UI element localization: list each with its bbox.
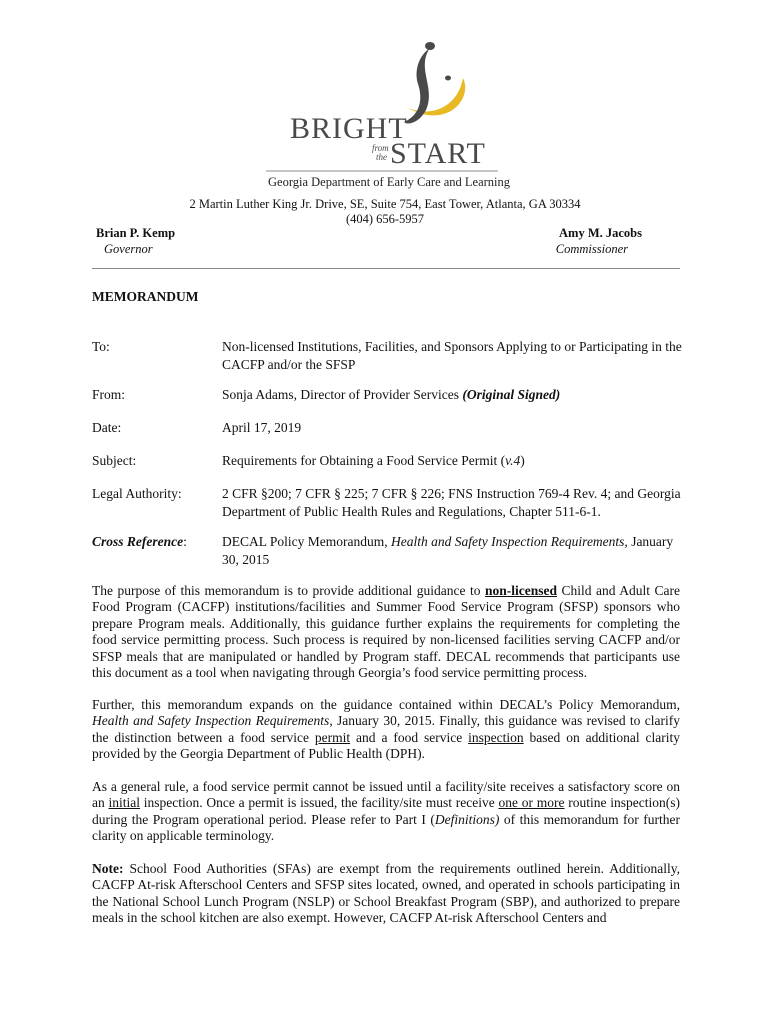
memo-heading: MEMORANDUM (92, 289, 199, 304)
subject-text: Requirements for Obtaining a Food Service Permit ( (222, 453, 506, 468)
to-label: To: (92, 339, 110, 354)
legal-label: Legal Authority: (92, 486, 182, 501)
p3-one-or-more: one or more (498, 795, 565, 811)
logo-the-text: the (376, 152, 387, 162)
p4-text: School Food Authorities (SFAs) are exempt from the requirements outlined herein. Additionally, CACFP At-risk Afterschool Centers and SFSP sites located, owned, and operated in schools participating in the National School Lunch Program (NSLP) or School Breakfast Program (SBP), and authorized to prepare meals in the school kitchen are also exempt. However, CACFP At-risk Afterschool Centers and (92, 861, 680, 926)
p1-text-a: The purpose of this memorandum is to provide additional guidance to (92, 583, 485, 598)
logo-start-text: START (390, 137, 486, 170)
p1-text-b: Child and Adult Care Food Program (CACFP) institutions/facilities and Summer Food Service Program (SFSP) sponsors who prepare Program meals. Additionally, this guidance further explains the requirements for completing the food service permitting process. Such process is required by non-licensed facilities serving CACFP and/or SFSP meals that are manipulated or handled by Program staff. DECAL recommends that participants use this document as a tool when navigating through Georgia’s food service permitting process. (92, 583, 680, 681)
from-signed: (Original Signed) (462, 387, 561, 402)
from-label: From: (92, 387, 126, 402)
date-label: Date: (92, 420, 122, 435)
p2-text-b: , January 30, 2015. Finally, this guidance was revised to clarify the distinction between a food service (92, 713, 681, 745)
paragraph-general-rule (92, 779, 680, 845)
cross-label (92, 533, 187, 551)
p2-permit: permit (314, 729, 351, 745)
p3-text-a: As a general rule, a food service permit cannot be issued until a facility/site receives a satisfactory score on an (92, 779, 680, 811)
to-value: Non-licensed Institutions, Facilities, and Sponsors Applying to or Participating in the CACFP and/or the SFSP (222, 339, 682, 372)
logo-from-text: from (372, 143, 389, 153)
cross-label-text: Cross Reference (92, 534, 184, 549)
p3-text-d: of this memorandum for further clarity on applicable terminology. (92, 811, 681, 844)
p3-initial: initial (108, 795, 140, 811)
governor-title: Governor (104, 242, 153, 256)
logo-bright-text: BRIGHT (290, 112, 408, 145)
p4-note-label: Note: (92, 861, 124, 876)
cross-text-2: January 30, 2015 (222, 534, 674, 567)
date-value: April 17, 2019 (222, 420, 302, 435)
subject-label: Subject: (92, 453, 137, 468)
p2-text-d: based on additional clarity provided by the Georgia Department of Public Health (DPH). (92, 729, 680, 762)
subject-value (222, 452, 682, 470)
p3-definitions: Definitions) (434, 811, 500, 827)
phone-line: (404) 656-5957 (345, 212, 425, 226)
cross-text-1: DECAL Policy Memorandum, (222, 534, 391, 549)
from-text: Sonja Adams, Director of Provider Services (222, 387, 463, 402)
governor-name: Brian P. Kemp (96, 226, 176, 240)
paragraph-note (92, 861, 680, 927)
header-divider (92, 268, 680, 269)
cross-title: Health and Safety Inspection Requirements, (390, 534, 628, 549)
p1-non-licensed: non-licensed (484, 583, 557, 598)
p2-inspection: inspection (468, 729, 524, 745)
address-line: 2 Martin Luther King Jr. Drive, SE, Suite 754, East Tower, Atlanta, GA 30334 (189, 197, 581, 211)
p2-text-a: Further, this memorandum expands on the guidance contained within DECAL’s Policy Memorandum, (92, 697, 680, 712)
cross-colon: : (183, 534, 187, 549)
commissioner-name: Amy M. Jacobs (559, 226, 642, 240)
paragraph-further (92, 697, 680, 763)
subject-version: v.4 (505, 453, 521, 468)
bright-from-the-start-logo (258, 38, 518, 190)
p3-text-c: routine inspection(s) during the Program operational period. Please refer to Part I ( (92, 795, 680, 827)
subject-close: ) (520, 453, 525, 468)
legal-value: 2 CFR §200; 7 CFR § 225; 7 CFR § 226; FNS Instruction 769-4 Rev. 4; and Georgia Department of Public Health Rules and Regulations, Chapter 511-6-1. (222, 486, 681, 519)
p2-title: Health and Safety Inspection Requirements (92, 713, 330, 729)
cross-value (222, 533, 682, 569)
logo-graphic (258, 38, 518, 190)
p2-text-c: and a food service (350, 729, 469, 745)
department-name: Georgia Department of Early Care and Learning (268, 175, 511, 189)
paragraph-purpose (92, 583, 680, 681)
logo-gold-swoosh (408, 78, 465, 115)
commissioner-title: Commissioner (555, 242, 628, 256)
p3-text-b: inspection. Once a permit is issued, the facility/site must receive (140, 795, 499, 811)
logo-small-drop (445, 76, 451, 81)
from-value (222, 386, 682, 404)
logo-top-drop (425, 42, 435, 50)
